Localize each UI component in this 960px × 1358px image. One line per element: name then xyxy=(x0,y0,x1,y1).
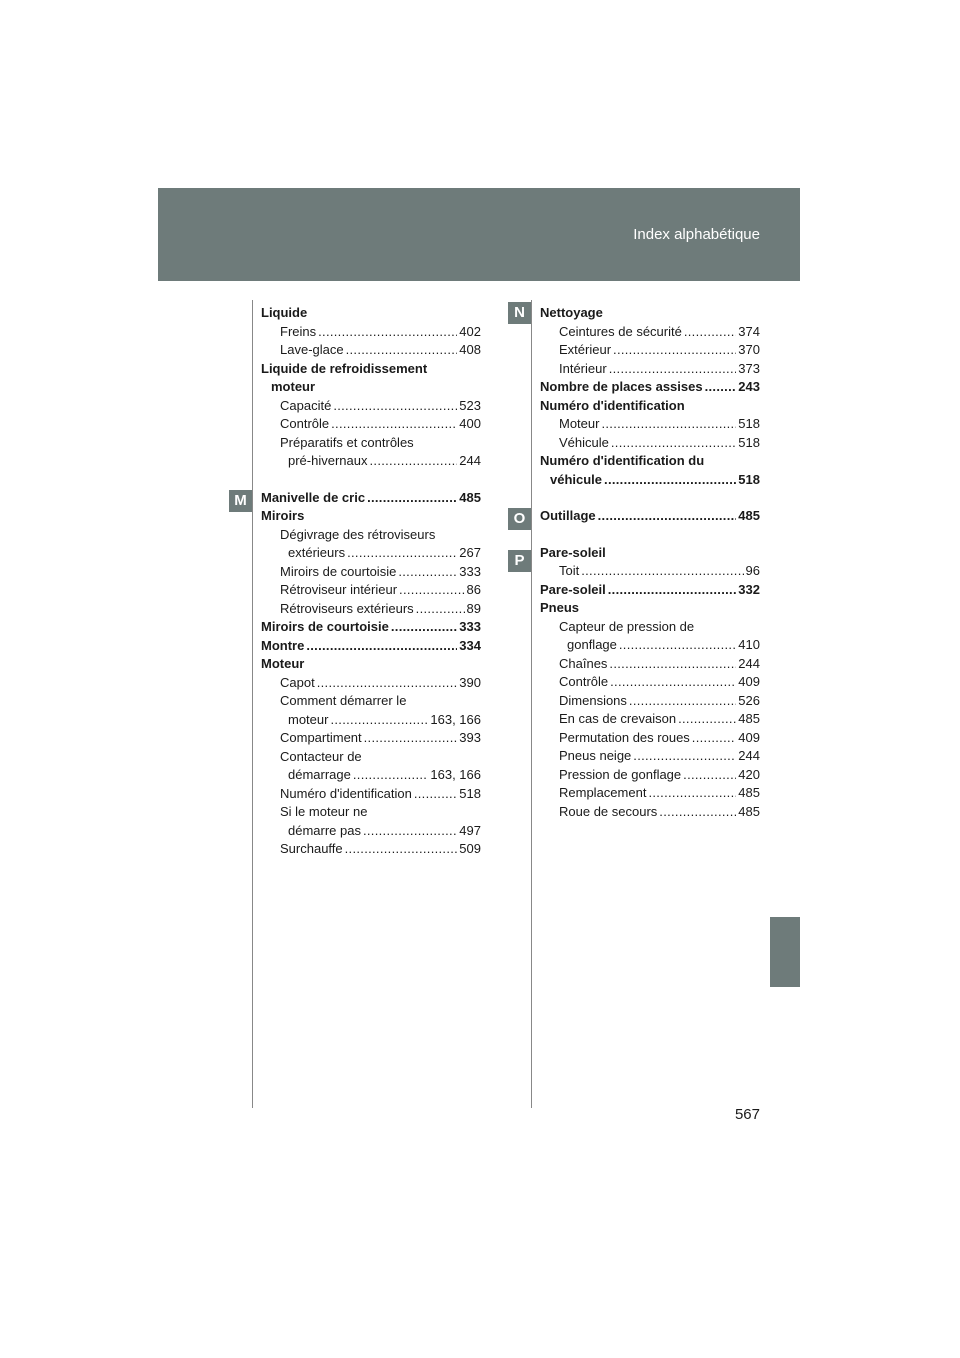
index-column-left xyxy=(261,304,481,859)
index-heading: Liquide xyxy=(261,305,308,320)
column-divider-left xyxy=(252,300,253,1108)
index-entry: Lave-glace ..... 408 xyxy=(261,341,481,360)
index-entry: Véhicule ..... 518 xyxy=(540,434,760,453)
index-entry: Intérieur ..... 373 xyxy=(540,360,760,379)
index-entry-main: véhicule ..... 518 xyxy=(540,471,760,490)
index-entry: Miroirs de courtoisie ..... 333 xyxy=(261,563,481,582)
index-subheading: Contacteur de xyxy=(280,748,362,764)
index-entry: Capot ..... 390 xyxy=(261,674,481,693)
index-column-right xyxy=(540,304,760,821)
index-entry-main: Nombre de places assises ..... 243 xyxy=(540,378,760,397)
page-header xyxy=(158,188,800,281)
index-entry: Permutation des roues ..... 409 xyxy=(540,729,760,748)
letter-marker-n: N xyxy=(508,302,531,324)
page-number: 567 xyxy=(734,1106,760,1123)
index-heading: Pare-soleil xyxy=(540,544,606,560)
index-entry: Ceintures de sécurité ..... 374 xyxy=(540,323,760,342)
index-heading: Pneus xyxy=(540,600,580,615)
index-entry: démarrage ..... 163, 166 xyxy=(261,766,481,785)
index-entry: Freins ..... 402 xyxy=(261,323,481,342)
index-entry-main: Manivelle de cric ..... 485 xyxy=(261,489,481,508)
index-entry: pré-hivernaux ..... 244 xyxy=(261,452,481,471)
letter-marker-m: M xyxy=(229,490,252,512)
index-heading: Liquide de refroidissement xyxy=(261,360,428,376)
index-heading: Moteur xyxy=(261,656,305,671)
index-entry-main: Pare-soleil ..... 332 xyxy=(540,581,760,600)
index-entry: Remplacement ..... 485 xyxy=(540,784,760,803)
letter-marker-p: P xyxy=(508,550,531,572)
index-heading: Numéro d'identification xyxy=(540,397,685,413)
index-entry: Rétroviseurs extérieurs ..... 89 xyxy=(261,600,481,619)
header-title: Index alphabétique xyxy=(633,226,760,243)
index-entry: Capacité ..... 523 xyxy=(261,397,481,416)
index-entry: gonflage ..... 410 xyxy=(540,636,760,655)
index-entry: Rétroviseur intérieur ..... 86 xyxy=(261,581,481,600)
index-subheading: Préparatifs et contrôles xyxy=(280,434,414,450)
index-entry: Dimensions ..... 526 xyxy=(540,692,760,711)
index-entry-main: Miroirs de courtoisie ..... 333 xyxy=(261,618,481,637)
index-heading: Miroirs xyxy=(261,508,305,523)
index-subheading: Si le moteur ne xyxy=(280,804,368,819)
index-heading: Numéro d'identification du xyxy=(540,453,705,468)
letter-marker-o: O xyxy=(508,508,531,530)
index-entry: Chaînes ..... 244 xyxy=(540,655,760,674)
section-thumb-tab xyxy=(770,917,800,987)
index-entry: Contrôle ..... 409 xyxy=(540,673,760,692)
index-entry: Pression de gonflage ..... 420 xyxy=(540,766,760,785)
index-heading: Nettoyage xyxy=(540,305,603,320)
index-entry: démarre pas ..... 497 xyxy=(261,822,481,841)
index-entry: Extérieur ..... 370 xyxy=(540,341,760,360)
index-entry: extérieurs ..... 267 xyxy=(261,544,481,563)
index-entry: Compartiment ..... 393 xyxy=(261,729,481,748)
index-entry: En cas de crevaison ..... 485 xyxy=(540,710,760,729)
index-subheading: Capteur de pression de xyxy=(559,618,695,634)
index-heading-continuation: moteur xyxy=(271,379,316,394)
column-divider-right xyxy=(531,300,532,1108)
index-entry: moteur ..... 163, 166 xyxy=(261,711,481,730)
index-entry: Roue de secours ..... 485 xyxy=(540,803,760,822)
index-subheading: Comment démarrer le xyxy=(280,693,407,708)
index-entry: Toit ..... 96 xyxy=(540,562,760,581)
index-entry: Moteur ..... 518 xyxy=(540,415,760,434)
index-entry-main: Montre ..... 334 xyxy=(261,637,481,656)
index-entry: Numéro d'identification ..... 518 xyxy=(261,785,481,804)
index-entry: Surchauffe ..... 509 xyxy=(261,840,481,859)
index-entry: Pneus neige ..... 244 xyxy=(540,747,760,766)
index-entry: Contrôle ..... 400 xyxy=(261,415,481,434)
index-subheading: Dégivrage des rétroviseurs xyxy=(280,526,436,542)
index-entry-main: Outillage ..... 485 xyxy=(540,507,760,526)
